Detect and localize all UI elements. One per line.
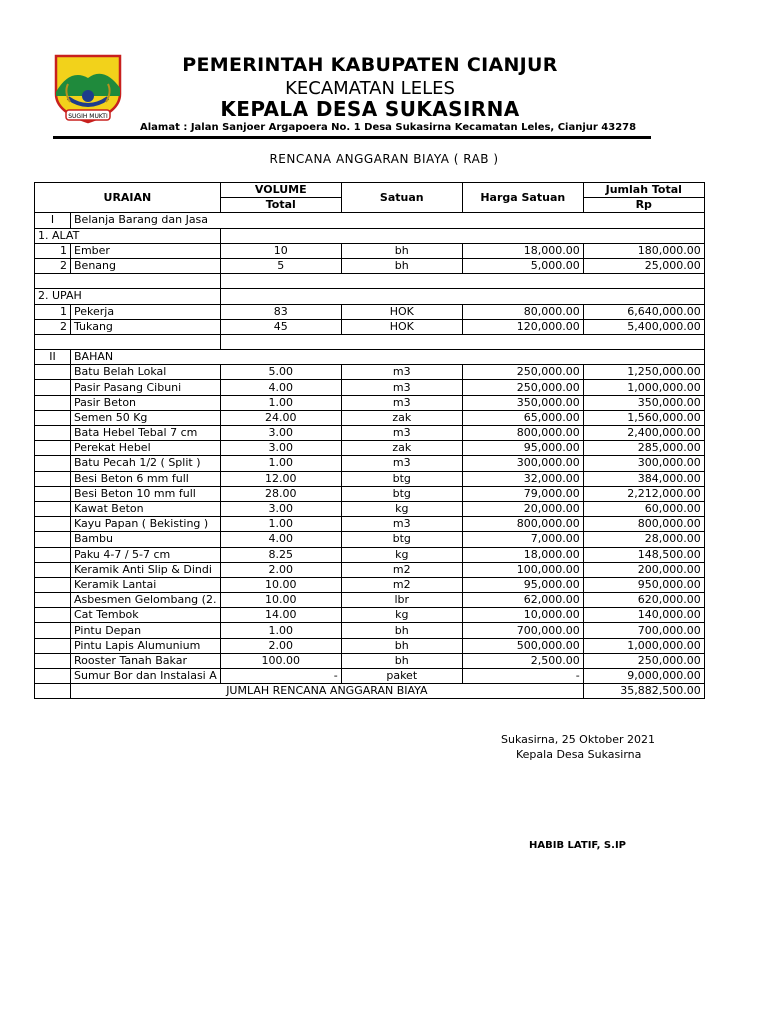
table-row xyxy=(35,532,705,547)
item-number: 1 xyxy=(35,304,71,319)
item-total: 950,000.00 xyxy=(583,577,704,592)
item-number xyxy=(35,410,71,425)
item-unit: paket xyxy=(341,669,462,684)
item-total: 700,000.00 xyxy=(583,623,704,638)
item-total: 60,000.00 xyxy=(583,501,704,516)
table-row xyxy=(35,456,705,471)
item-number xyxy=(35,562,71,577)
table-row xyxy=(35,669,705,684)
item-volume: 2.00 xyxy=(220,638,341,653)
item-number xyxy=(35,532,71,547)
item-unit: bh xyxy=(341,653,462,668)
item-name: Kawat Beton xyxy=(71,501,221,516)
header-volume: VOLUME xyxy=(220,183,341,198)
item-total: 285,000.00 xyxy=(583,441,704,456)
item-total: 350,000.00 xyxy=(583,395,704,410)
item-name: Semen 50 Kg xyxy=(71,410,221,425)
header-uraian: URAIAN xyxy=(35,183,221,213)
item-total: 148,500.00 xyxy=(583,547,704,562)
table-row xyxy=(35,577,705,592)
item-unit: m3 xyxy=(341,380,462,395)
header-rp: Rp xyxy=(583,198,704,213)
item-unit: kg xyxy=(341,547,462,562)
item-total: 140,000.00 xyxy=(583,608,704,623)
item-total: 200,000.00 xyxy=(583,562,704,577)
subsection-row xyxy=(35,289,705,304)
item-unit: kg xyxy=(341,501,462,516)
item-price: - xyxy=(462,669,583,684)
item-volume: 2.00 xyxy=(220,562,341,577)
item-number xyxy=(35,593,71,608)
item-volume: 5 xyxy=(220,258,341,273)
village-emblem-logo xyxy=(50,52,126,124)
item-name: Cat Tembok xyxy=(71,608,221,623)
item-number xyxy=(35,365,71,380)
header-village-head: KEPALA DESA SUKASIRNA xyxy=(220,97,520,121)
item-name: Ember xyxy=(71,243,221,258)
item-number: 2 xyxy=(35,258,71,273)
item-name: Batu Belah Lokal xyxy=(71,365,221,380)
item-unit: bh xyxy=(341,623,462,638)
item-volume: 100.00 xyxy=(220,653,341,668)
item-unit: kg xyxy=(341,608,462,623)
item-unit: m2 xyxy=(341,562,462,577)
section-row xyxy=(35,350,705,365)
item-volume: - xyxy=(220,669,341,684)
item-name: Pekerja xyxy=(71,304,221,319)
item-name: Rooster Tanah Bakar xyxy=(71,653,221,668)
item-price: 2,500.00 xyxy=(462,653,583,668)
table-row xyxy=(35,638,705,653)
item-total: 384,000.00 xyxy=(583,471,704,486)
item-unit: m2 xyxy=(341,577,462,592)
item-unit: btg xyxy=(341,471,462,486)
item-price: 20,000.00 xyxy=(462,501,583,516)
item-total: 1,000,000.00 xyxy=(583,638,704,653)
item-price: 80,000.00 xyxy=(462,304,583,319)
item-name: Sumur Bor dan Instalasi A xyxy=(71,669,221,684)
item-unit: zak xyxy=(341,410,462,425)
item-price: 18,000.00 xyxy=(462,243,583,258)
item-price: 65,000.00 xyxy=(462,410,583,425)
item-name: Benang xyxy=(71,258,221,273)
section-row xyxy=(35,213,705,228)
item-total: 28,000.00 xyxy=(583,532,704,547)
item-number xyxy=(35,517,71,532)
item-total: 2,212,000.00 xyxy=(583,486,704,501)
item-name: Bata Hebel Tebal 7 cm xyxy=(71,426,221,441)
subsection-row xyxy=(35,228,705,243)
item-price: 32,000.00 xyxy=(462,471,583,486)
item-total: 6,640,000.00 xyxy=(583,304,704,319)
item-price: 5,000.00 xyxy=(462,258,583,273)
header-government: PEMERINTAH KABUPATEN CIANJUR xyxy=(182,54,558,76)
document-title: RENCANA ANGGARAN BIAYA ( RAB ) xyxy=(269,152,499,166)
table-row xyxy=(35,593,705,608)
header-total: Total xyxy=(220,198,341,213)
table-row xyxy=(35,517,705,532)
item-number xyxy=(35,653,71,668)
item-volume: 1.00 xyxy=(220,395,341,410)
table-row xyxy=(35,608,705,623)
item-volume: 12.00 xyxy=(220,471,341,486)
item-number xyxy=(35,395,71,410)
item-unit: HOK xyxy=(341,304,462,319)
item-name: Pasir Beton xyxy=(71,395,221,410)
table-row xyxy=(35,258,705,273)
item-total: 300,000.00 xyxy=(583,456,704,471)
item-name: Paku 4-7 / 5-7 cm xyxy=(71,547,221,562)
item-price: 95,000.00 xyxy=(462,441,583,456)
item-unit: zak xyxy=(341,441,462,456)
item-number xyxy=(35,471,71,486)
header-satuan: Satuan xyxy=(341,183,462,213)
spacer-row xyxy=(35,334,705,349)
item-volume: 10 xyxy=(220,243,341,258)
item-number xyxy=(35,441,71,456)
item-price: 95,000.00 xyxy=(462,577,583,592)
item-price: 18,000.00 xyxy=(462,547,583,562)
item-unit: lbr xyxy=(341,593,462,608)
table-row xyxy=(35,547,705,562)
item-volume: 45 xyxy=(220,319,341,334)
item-price: 62,000.00 xyxy=(462,593,583,608)
item-price: 7,000.00 xyxy=(462,532,583,547)
item-volume: 83 xyxy=(220,304,341,319)
item-total: 1,560,000.00 xyxy=(583,410,704,425)
item-volume: 14.00 xyxy=(220,608,341,623)
item-price: 120,000.00 xyxy=(462,319,583,334)
item-price: 700,000.00 xyxy=(462,623,583,638)
item-total: 2,400,000.00 xyxy=(583,426,704,441)
item-unit: btg xyxy=(341,486,462,501)
item-price: 800,000.00 xyxy=(462,517,583,532)
item-volume: 24.00 xyxy=(220,410,341,425)
svg-text:SUGIH MUKTI: SUGIH MUKTI xyxy=(68,113,108,120)
item-total: 5,400,000.00 xyxy=(583,319,704,334)
item-volume: 4.00 xyxy=(220,532,341,547)
table-row xyxy=(35,365,705,380)
item-unit: HOK xyxy=(341,319,462,334)
item-unit: m3 xyxy=(341,456,462,471)
item-total: 1,000,000.00 xyxy=(583,380,704,395)
signature-name: HABIB LATIF, S.IP xyxy=(529,840,626,851)
item-name: Bambu xyxy=(71,532,221,547)
item-total: 25,000.00 xyxy=(583,258,704,273)
table-row xyxy=(35,486,705,501)
item-volume: 3.00 xyxy=(220,426,341,441)
item-price: 500,000.00 xyxy=(462,638,583,653)
item-number xyxy=(35,623,71,638)
item-number xyxy=(35,547,71,562)
item-total: 250,000.00 xyxy=(583,653,704,668)
item-volume: 10.00 xyxy=(220,577,341,592)
budget-table xyxy=(34,182,705,699)
grand-total-label: JUMLAH RENCANA ANGGARAN BIAYA xyxy=(71,684,584,699)
item-price: 100,000.00 xyxy=(462,562,583,577)
item-price: 79,000.00 xyxy=(462,486,583,501)
spacer-row xyxy=(35,274,705,289)
table-row xyxy=(35,471,705,486)
item-volume: 3.00 xyxy=(220,501,341,516)
item-number xyxy=(35,577,71,592)
item-name: Pintu Depan xyxy=(71,623,221,638)
item-number: 2 xyxy=(35,319,71,334)
item-unit: bh xyxy=(341,638,462,653)
section-label: Belanja Barang dan Jasa xyxy=(71,213,705,228)
item-name: Kayu Papan ( Bekisting ) xyxy=(71,517,221,532)
item-total: 800,000.00 xyxy=(583,517,704,532)
item-name: Perekat Hebel xyxy=(71,441,221,456)
item-number xyxy=(35,501,71,516)
header-harga-satuan: Harga Satuan xyxy=(462,183,583,213)
item-number xyxy=(35,486,71,501)
item-total: 9,000,000.00 xyxy=(583,669,704,684)
item-unit: m3 xyxy=(341,426,462,441)
item-unit: bh xyxy=(341,243,462,258)
item-volume: 1.00 xyxy=(220,517,341,532)
item-total: 620,000.00 xyxy=(583,593,704,608)
grand-total-value: 35,882,500.00 xyxy=(583,684,704,699)
item-name: Keramik Lantai xyxy=(71,577,221,592)
item-number xyxy=(35,608,71,623)
item-number xyxy=(35,380,71,395)
item-price: 250,000.00 xyxy=(462,380,583,395)
table-row xyxy=(35,380,705,395)
item-unit: bh xyxy=(341,258,462,273)
item-name: Besi Beton 10 mm full xyxy=(71,486,221,501)
table-row xyxy=(35,426,705,441)
table-row xyxy=(35,410,705,425)
grand-total-row xyxy=(35,684,705,699)
signature-position: Kepala Desa Sukasirna xyxy=(516,748,642,761)
header-district: KECAMATAN LELES xyxy=(285,78,455,99)
item-name: Pasir Pasang Cibuni xyxy=(71,380,221,395)
table-row xyxy=(35,623,705,638)
item-volume: 10.00 xyxy=(220,593,341,608)
table-row xyxy=(35,243,705,258)
item-volume: 3.00 xyxy=(220,441,341,456)
table-row xyxy=(35,653,705,668)
item-name: Asbesmen Gelombang (2. xyxy=(71,593,221,608)
section-number: II xyxy=(35,350,71,365)
header-divider xyxy=(53,136,651,139)
signature-place-date: Sukasirna, 25 Oktober 2021 xyxy=(501,733,656,746)
subsection-label: 2. UPAH xyxy=(35,289,221,304)
item-price: 250,000.00 xyxy=(462,365,583,380)
item-name: Keramik Anti Slip & Dindi xyxy=(71,562,221,577)
table-row xyxy=(35,304,705,319)
item-volume: 28.00 xyxy=(220,486,341,501)
item-volume: 4.00 xyxy=(220,380,341,395)
item-volume: 5.00 xyxy=(220,365,341,380)
header-jumlah-total: Jumlah Total xyxy=(583,183,704,198)
item-price: 10,000.00 xyxy=(462,608,583,623)
item-unit: btg xyxy=(341,532,462,547)
item-volume: 8.25 xyxy=(220,547,341,562)
item-name: Tukang xyxy=(71,319,221,334)
item-unit: m3 xyxy=(341,395,462,410)
item-price: 800,000.00 xyxy=(462,426,583,441)
item-volume: 1.00 xyxy=(220,456,341,471)
item-number xyxy=(35,638,71,653)
table-row xyxy=(35,441,705,456)
table-row xyxy=(35,562,705,577)
item-total: 180,000.00 xyxy=(583,243,704,258)
item-number xyxy=(35,426,71,441)
section-number: I xyxy=(35,213,71,228)
table-row xyxy=(35,319,705,334)
item-total: 1,250,000.00 xyxy=(583,365,704,380)
header-address: Alamat : Jalan Sanjoer Argapoera No. 1 Desa Sukasirna Kecamatan Leles, Cianjur 43278 xyxy=(140,122,637,133)
table-row xyxy=(35,395,705,410)
item-unit: m3 xyxy=(341,365,462,380)
item-volume: 1.00 xyxy=(220,623,341,638)
table-row xyxy=(35,501,705,516)
item-name: Pintu Lapis Alumunium xyxy=(71,638,221,653)
item-price: 300,000.00 xyxy=(462,456,583,471)
table-header-row xyxy=(35,183,705,198)
item-name: Besi Beton 6 mm full xyxy=(71,471,221,486)
item-unit: m3 xyxy=(341,517,462,532)
item-number xyxy=(35,456,71,471)
subsection-label: 1. ALAT xyxy=(35,228,221,243)
item-name: Batu Pecah 1/2 ( Split ) xyxy=(71,456,221,471)
item-price: 350,000.00 xyxy=(462,395,583,410)
item-number: 1 xyxy=(35,243,71,258)
section-label: BAHAN xyxy=(71,350,705,365)
